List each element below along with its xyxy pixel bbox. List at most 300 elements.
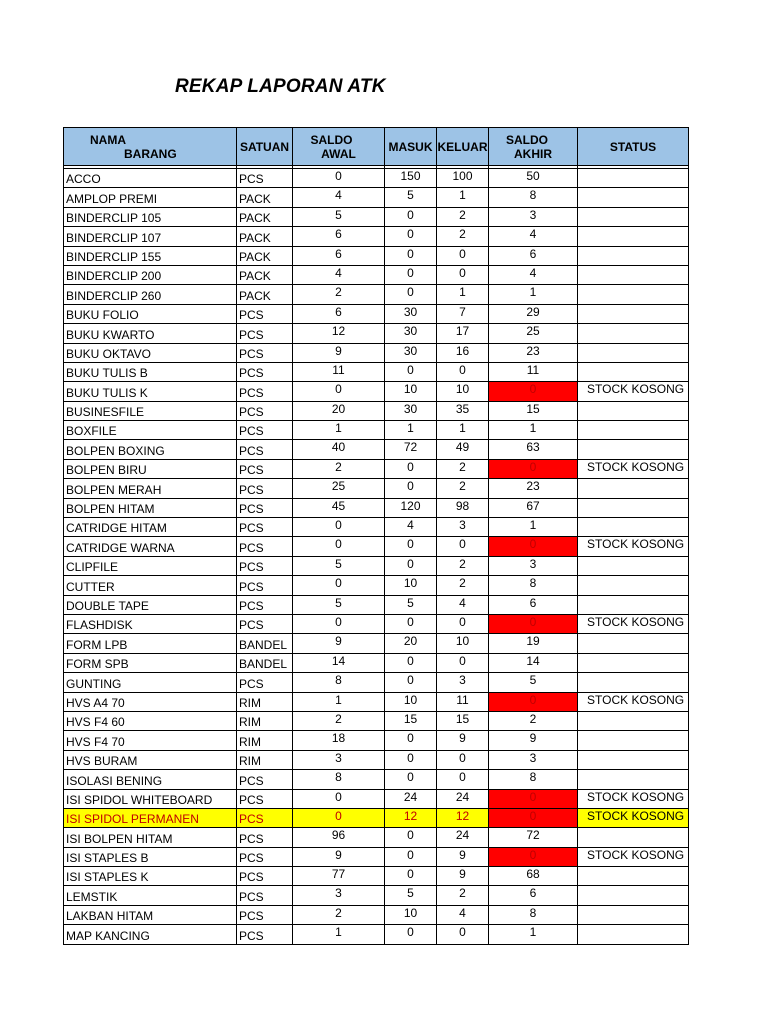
cell-satuan[interactable]: PACK xyxy=(237,188,293,207)
cell-masuk[interactable]: 10 xyxy=(385,576,437,595)
cell-masuk[interactable]: 24 xyxy=(385,789,437,808)
cell-keluar[interactable]: 9 xyxy=(437,847,489,866)
header-keluar[interactable]: KELUAR xyxy=(437,128,489,166)
cell-masuk[interactable]: 5 xyxy=(385,886,437,905)
cell-masuk[interactable]: 1 xyxy=(385,421,437,440)
cell-nama-barang[interactable]: BOLPEN HITAM xyxy=(64,498,237,517)
cell-status[interactable] xyxy=(578,925,689,944)
cell-status[interactable]: STOCK KOSONG xyxy=(578,789,689,808)
cell-masuk[interactable]: 10 xyxy=(385,692,437,711)
cell-saldo-awal[interactable]: 18 xyxy=(293,731,385,750)
table-row xyxy=(64,847,689,866)
cell-satuan[interactable]: PCS xyxy=(237,614,293,633)
cell-saldo-awal[interactable]: 0 xyxy=(293,614,385,633)
cell-masuk[interactable]: 0 xyxy=(385,537,437,556)
cell-status[interactable] xyxy=(578,362,689,381)
cell-satuan[interactable]: PACK xyxy=(237,207,293,226)
cell-saldo-awal[interactable]: 12 xyxy=(293,324,385,343)
cell-saldo-akhir[interactable]: 0 xyxy=(489,459,578,478)
cell-nama-barang[interactable]: BINDERCLIP 260 xyxy=(64,285,237,304)
cell-keluar[interactable]: 0 xyxy=(437,246,489,265)
header-saldo-awal[interactable] xyxy=(293,128,385,166)
cell-masuk[interactable]: 0 xyxy=(385,207,437,226)
table-row xyxy=(64,479,689,498)
cell-nama-barang[interactable]: HVS A4 70 xyxy=(64,692,237,711)
cell-nama-barang[interactable]: BUSINESFILE xyxy=(64,401,237,420)
cell-saldo-akhir[interactable]: 63 xyxy=(489,440,578,459)
cell-saldo-awal[interactable]: 5 xyxy=(293,207,385,226)
cell-nama-barang[interactable]: LEMSTIK xyxy=(64,886,237,905)
cell-saldo-awal[interactable]: 14 xyxy=(293,653,385,672)
cell-saldo-awal[interactable]: 4 xyxy=(293,188,385,207)
cell-status[interactable] xyxy=(578,285,689,304)
cell-saldo-akhir[interactable]: 29 xyxy=(489,304,578,323)
cell-status[interactable]: STOCK KOSONG xyxy=(578,537,689,556)
cell-masuk[interactable]: 0 xyxy=(385,731,437,750)
cell-nama-barang[interactable]: BINDERCLIP 107 xyxy=(64,227,237,246)
cell-saldo-awal[interactable]: 5 xyxy=(293,556,385,575)
cell-satuan[interactable]: PCS xyxy=(237,828,293,847)
cell-masuk[interactable]: 10 xyxy=(385,905,437,924)
cell-saldo-awal[interactable]: 0 xyxy=(293,537,385,556)
table-row xyxy=(64,169,689,188)
cell-nama-barang[interactable]: BOXFILE xyxy=(64,421,237,440)
cell-keluar[interactable]: 49 xyxy=(437,440,489,459)
table-row xyxy=(64,537,689,556)
cell-status[interactable] xyxy=(578,556,689,575)
table-row xyxy=(64,188,689,207)
cell-keluar[interactable]: 2 xyxy=(437,207,489,226)
cell-saldo-awal[interactable]: 25 xyxy=(293,479,385,498)
cell-satuan[interactable]: PCS xyxy=(237,304,293,323)
header-saldo-awal-line1: SALDO xyxy=(310,132,353,147)
cell-status[interactable] xyxy=(578,440,689,459)
cell-saldo-awal[interactable]: 77 xyxy=(293,867,385,886)
cell-masuk[interactable]: 0 xyxy=(385,673,437,692)
cell-saldo-akhir[interactable]: 6 xyxy=(489,246,578,265)
cell-keluar[interactable]: 0 xyxy=(437,750,489,769)
cell-keluar[interactable]: 2 xyxy=(437,556,489,575)
cell-saldo-awal[interactable]: 6 xyxy=(293,246,385,265)
cell-masuk[interactable]: 20 xyxy=(385,634,437,653)
cell-saldo-akhir[interactable]: 0 xyxy=(489,789,578,808)
cell-saldo-akhir[interactable]: 3 xyxy=(489,207,578,226)
cell-satuan[interactable]: RIM xyxy=(237,692,293,711)
cell-keluar[interactable]: 0 xyxy=(437,653,489,672)
cell-saldo-akhir[interactable]: 4 xyxy=(489,227,578,246)
cell-saldo-akhir[interactable]: 23 xyxy=(489,343,578,362)
cell-nama-barang[interactable]: CUTTER xyxy=(64,576,237,595)
cell-nama-barang[interactable]: HVS F4 70 xyxy=(64,731,237,750)
cell-status[interactable] xyxy=(578,576,689,595)
cell-satuan[interactable]: RIM xyxy=(237,711,293,730)
cell-saldo-akhir[interactable]: 0 xyxy=(489,692,578,711)
cell-status[interactable]: STOCK KOSONG xyxy=(578,614,689,633)
cell-status[interactable] xyxy=(578,867,689,886)
cell-satuan[interactable]: PCS xyxy=(237,673,293,692)
cell-masuk[interactable]: 0 xyxy=(385,614,437,633)
cell-saldo-awal[interactable]: 9 xyxy=(293,634,385,653)
cell-nama-barang[interactable]: LAKBAN HITAM xyxy=(64,905,237,924)
cell-saldo-akhir[interactable]: 1 xyxy=(489,518,578,537)
cell-keluar[interactable]: 2 xyxy=(437,459,489,478)
header-nama-barang[interactable] xyxy=(64,128,237,166)
cell-masuk[interactable]: 0 xyxy=(385,362,437,381)
cell-nama-barang[interactable]: ISI BOLPEN HITAM xyxy=(64,828,237,847)
cell-masuk[interactable]: 0 xyxy=(385,925,437,944)
cell-nama-barang[interactable]: AMPLOP PREMI xyxy=(64,188,237,207)
cell-status[interactable] xyxy=(578,304,689,323)
header-masuk[interactable]: MASUK xyxy=(385,128,437,166)
cell-satuan[interactable]: PCS xyxy=(237,169,293,188)
table-row xyxy=(64,905,689,924)
cell-masuk[interactable]: 0 xyxy=(385,750,437,769)
cell-nama-barang[interactable]: ISOLASI BENING xyxy=(64,770,237,789)
cell-status[interactable]: STOCK KOSONG xyxy=(578,808,689,827)
cell-masuk[interactable]: 4 xyxy=(385,518,437,537)
cell-saldo-awal[interactable]: 40 xyxy=(293,440,385,459)
cell-saldo-akhir[interactable]: 15 xyxy=(489,401,578,420)
cell-satuan[interactable]: PCS xyxy=(237,343,293,362)
cell-saldo-awal[interactable]: 0 xyxy=(293,789,385,808)
cell-masuk[interactable]: 120 xyxy=(385,498,437,517)
table-body xyxy=(64,166,689,945)
cell-saldo-akhir[interactable]: 0 xyxy=(489,847,578,866)
cell-keluar[interactable]: 10 xyxy=(437,382,489,401)
cell-masuk[interactable]: 0 xyxy=(385,653,437,672)
cell-status[interactable] xyxy=(578,265,689,284)
cell-saldo-akhir[interactable]: 72 xyxy=(489,828,578,847)
cell-nama-barang[interactable]: BUKU TULIS B xyxy=(64,362,237,381)
cell-satuan[interactable]: PCS xyxy=(237,595,293,614)
cell-masuk[interactable]: 0 xyxy=(385,265,437,284)
cell-keluar[interactable]: 4 xyxy=(437,905,489,924)
cell-satuan[interactable]: PCS xyxy=(237,905,293,924)
cell-status[interactable] xyxy=(578,828,689,847)
cell-saldo-akhir[interactable]: 0 xyxy=(489,537,578,556)
cell-masuk[interactable]: 0 xyxy=(385,770,437,789)
cell-satuan[interactable]: PCS xyxy=(237,324,293,343)
cell-saldo-akhir[interactable]: 9 xyxy=(489,731,578,750)
cell-status[interactable]: STOCK KOSONG xyxy=(578,382,689,401)
cell-nama-barang[interactable]: BOLPEN MERAH xyxy=(64,479,237,498)
cell-saldo-awal[interactable]: 5 xyxy=(293,595,385,614)
cell-keluar[interactable]: 24 xyxy=(437,789,489,808)
cell-keluar[interactable]: 0 xyxy=(437,770,489,789)
table-row xyxy=(64,711,689,730)
cell-saldo-akhir[interactable]: 3 xyxy=(489,750,578,769)
cell-status[interactable] xyxy=(578,731,689,750)
cell-saldo-akhir[interactable]: 0 xyxy=(489,614,578,633)
cell-masuk[interactable]: 0 xyxy=(385,479,437,498)
cell-satuan[interactable]: RIM xyxy=(237,750,293,769)
cell-status[interactable] xyxy=(578,479,689,498)
header-saldo-akhir[interactable] xyxy=(489,128,578,166)
table-row xyxy=(64,770,689,789)
cell-satuan[interactable]: PCS xyxy=(237,808,293,827)
cell-saldo-akhir[interactable]: 8 xyxy=(489,188,578,207)
cell-satuan[interactable]: BANDEL xyxy=(237,634,293,653)
cell-satuan[interactable]: PACK xyxy=(237,246,293,265)
cell-status[interactable] xyxy=(578,905,689,924)
cell-status[interactable] xyxy=(578,188,689,207)
cell-keluar[interactable]: 7 xyxy=(437,304,489,323)
cell-satuan[interactable]: PCS xyxy=(237,498,293,517)
cell-nama-barang[interactable]: CATRIDGE WARNA xyxy=(64,537,237,556)
cell-satuan[interactable]: PCS xyxy=(237,867,293,886)
cell-saldo-awal[interactable]: 2 xyxy=(293,905,385,924)
cell-nama-barang[interactable]: FORM LPB xyxy=(64,634,237,653)
cell-status[interactable] xyxy=(578,324,689,343)
cell-nama-barang[interactable]: FLASHDISK xyxy=(64,614,237,633)
cell-keluar[interactable]: 0 xyxy=(437,265,489,284)
cell-saldo-awal[interactable]: 6 xyxy=(293,227,385,246)
cell-nama-barang[interactable]: DOUBLE TAPE xyxy=(64,595,237,614)
cell-satuan[interactable]: PCS xyxy=(237,518,293,537)
cell-saldo-awal[interactable]: 0 xyxy=(293,808,385,827)
cell-keluar[interactable]: 1 xyxy=(437,421,489,440)
cell-nama-barang[interactable]: HVS F4 60 xyxy=(64,711,237,730)
cell-masuk[interactable]: 0 xyxy=(385,459,437,478)
cell-satuan[interactable]: PCS xyxy=(237,362,293,381)
cell-keluar[interactable]: 0 xyxy=(437,614,489,633)
cell-masuk[interactable]: 10 xyxy=(385,382,437,401)
cell-satuan[interactable]: PCS xyxy=(237,576,293,595)
cell-keluar[interactable]: 2 xyxy=(437,227,489,246)
cell-saldo-akhir[interactable]: 0 xyxy=(489,382,578,401)
cell-nama-barang[interactable]: ISI STAPLES K xyxy=(64,867,237,886)
header-satuan[interactable]: SATUAN xyxy=(237,128,293,166)
cell-satuan[interactable]: PACK xyxy=(237,285,293,304)
cell-saldo-awal[interactable]: 2 xyxy=(293,285,385,304)
cell-saldo-awal[interactable]: 9 xyxy=(293,847,385,866)
cell-saldo-awal[interactable]: 0 xyxy=(293,576,385,595)
cell-keluar[interactable]: 3 xyxy=(437,518,489,537)
cell-status[interactable] xyxy=(578,227,689,246)
cell-saldo-akhir[interactable]: 4 xyxy=(489,265,578,284)
cell-saldo-akhir[interactable]: 25 xyxy=(489,324,578,343)
cell-status[interactable] xyxy=(578,595,689,614)
cell-status[interactable] xyxy=(578,207,689,226)
cell-satuan[interactable]: PCS xyxy=(237,847,293,866)
cell-masuk[interactable]: 0 xyxy=(385,828,437,847)
cell-satuan[interactable]: PCS xyxy=(237,770,293,789)
cell-saldo-awal[interactable]: 11 xyxy=(293,362,385,381)
cell-keluar[interactable]: 3 xyxy=(437,673,489,692)
cell-nama-barang[interactable]: ISI SPIDOL PERMANEN xyxy=(64,808,237,827)
cell-satuan[interactable]: RIM xyxy=(237,731,293,750)
cell-keluar[interactable]: 24 xyxy=(437,828,489,847)
cell-keluar[interactable]: 100 xyxy=(437,169,489,188)
cell-nama-barang[interactable]: BINDERCLIP 105 xyxy=(64,207,237,226)
cell-masuk[interactable]: 0 xyxy=(385,867,437,886)
cell-saldo-akhir[interactable]: 6 xyxy=(489,595,578,614)
cell-masuk[interactable]: 0 xyxy=(385,556,437,575)
cell-nama-barang[interactable]: ACCO xyxy=(64,169,237,188)
cell-nama-barang[interactable]: ISI SPIDOL WHITEBOARD xyxy=(64,789,237,808)
cell-saldo-awal[interactable]: 45 xyxy=(293,498,385,517)
cell-status[interactable] xyxy=(578,770,689,789)
cell-status[interactable] xyxy=(578,498,689,517)
cell-status[interactable] xyxy=(578,634,689,653)
cell-status[interactable] xyxy=(578,246,689,265)
cell-keluar[interactable]: 2 xyxy=(437,576,489,595)
cell-saldo-awal[interactable]: 8 xyxy=(293,673,385,692)
cell-saldo-awal[interactable]: 96 xyxy=(293,828,385,847)
cell-status[interactable] xyxy=(578,653,689,672)
cell-masuk[interactable]: 5 xyxy=(385,595,437,614)
cell-masuk[interactable]: 15 xyxy=(385,711,437,730)
cell-saldo-akhir[interactable]: 11 xyxy=(489,362,578,381)
cell-keluar[interactable]: 9 xyxy=(437,731,489,750)
cell-satuan[interactable]: PACK xyxy=(237,227,293,246)
cell-masuk[interactable]: 0 xyxy=(385,227,437,246)
cell-nama-barang[interactable]: BINDERCLIP 200 xyxy=(64,265,237,284)
cell-keluar[interactable]: 12 xyxy=(437,808,489,827)
cell-saldo-akhir[interactable]: 3 xyxy=(489,556,578,575)
cell-saldo-awal[interactable]: 4 xyxy=(293,265,385,284)
table-row xyxy=(64,595,689,614)
cell-saldo-akhir[interactable]: 1 xyxy=(489,421,578,440)
cell-saldo-akhir[interactable]: 8 xyxy=(489,905,578,924)
cell-saldo-awal[interactable]: 2 xyxy=(293,459,385,478)
cell-keluar[interactable]: 4 xyxy=(437,595,489,614)
cell-status[interactable] xyxy=(578,401,689,420)
cell-nama-barang[interactable]: MAP KANCING xyxy=(64,925,237,944)
header-status[interactable]: STATUS xyxy=(578,128,689,166)
table-row xyxy=(64,246,689,265)
cell-keluar[interactable]: 2 xyxy=(437,479,489,498)
cell-masuk[interactable]: 30 xyxy=(385,401,437,420)
cell-saldo-akhir[interactable]: 68 xyxy=(489,867,578,886)
cell-nama-barang[interactable]: BUKU FOLIO xyxy=(64,304,237,323)
cell-saldo-awal[interactable]: 1 xyxy=(293,421,385,440)
cell-keluar[interactable]: 16 xyxy=(437,343,489,362)
cell-keluar[interactable]: 2 xyxy=(437,886,489,905)
cell-nama-barang[interactable]: BINDERCLIP 155 xyxy=(64,246,237,265)
cell-satuan[interactable]: PCS xyxy=(237,459,293,478)
cell-satuan[interactable]: BANDEL xyxy=(237,653,293,672)
cell-saldo-akhir[interactable]: 6 xyxy=(489,886,578,905)
cell-saldo-awal[interactable]: 2 xyxy=(293,711,385,730)
cell-nama-barang[interactable]: HVS BURAM xyxy=(64,750,237,769)
cell-saldo-akhir[interactable]: 67 xyxy=(489,498,578,517)
cell-masuk[interactable]: 0 xyxy=(385,246,437,265)
cell-masuk[interactable]: 72 xyxy=(385,440,437,459)
cell-status[interactable] xyxy=(578,750,689,769)
cell-keluar[interactable]: 98 xyxy=(437,498,489,517)
cell-nama-barang[interactable]: BUKU KWARTO xyxy=(64,324,237,343)
cell-saldo-awal[interactable]: 3 xyxy=(293,886,385,905)
cell-status[interactable] xyxy=(578,343,689,362)
cell-nama-barang[interactable]: BOLPEN BOXING xyxy=(64,440,237,459)
cell-status[interactable]: STOCK KOSONG xyxy=(578,692,689,711)
cell-saldo-akhir[interactable]: 8 xyxy=(489,770,578,789)
cell-masuk[interactable]: 150 xyxy=(385,169,437,188)
cell-saldo-akhir[interactable]: 1 xyxy=(489,925,578,944)
cell-nama-barang[interactable]: GUNTING xyxy=(64,673,237,692)
cell-keluar[interactable]: 0 xyxy=(437,537,489,556)
cell-saldo-akhir[interactable]: 19 xyxy=(489,634,578,653)
cell-keluar[interactable]: 0 xyxy=(437,925,489,944)
cell-status[interactable] xyxy=(578,711,689,730)
cell-nama-barang[interactable]: CATRIDGE HITAM xyxy=(64,518,237,537)
cell-masuk[interactable]: 12 xyxy=(385,808,437,827)
cell-saldo-awal[interactable]: 3 xyxy=(293,750,385,769)
cell-keluar[interactable]: 15 xyxy=(437,711,489,730)
cell-status[interactable]: STOCK KOSONG xyxy=(578,459,689,478)
cell-satuan[interactable]: PCS xyxy=(237,556,293,575)
cell-masuk[interactable]: 0 xyxy=(385,285,437,304)
cell-satuan[interactable]: PCS xyxy=(237,925,293,944)
cell-nama-barang[interactable]: FORM SPB xyxy=(64,653,237,672)
cell-saldo-awal[interactable]: 0 xyxy=(293,518,385,537)
cell-saldo-akhir[interactable]: 1 xyxy=(489,285,578,304)
cell-status[interactable]: STOCK KOSONG xyxy=(578,847,689,866)
cell-satuan[interactable]: PCS xyxy=(237,401,293,420)
cell-satuan[interactable]: PCS xyxy=(237,537,293,556)
cell-status[interactable] xyxy=(578,886,689,905)
cell-keluar[interactable]: 1 xyxy=(437,285,489,304)
cell-keluar[interactable]: 9 xyxy=(437,867,489,886)
cell-nama-barang[interactable]: BOLPEN BIRU xyxy=(64,459,237,478)
cell-status[interactable] xyxy=(578,421,689,440)
cell-masuk[interactable]: 5 xyxy=(385,188,437,207)
cell-saldo-awal[interactable]: 6 xyxy=(293,304,385,323)
cell-keluar[interactable]: 17 xyxy=(437,324,489,343)
cell-saldo-akhir[interactable]: 8 xyxy=(489,576,578,595)
cell-saldo-awal[interactable]: 8 xyxy=(293,770,385,789)
cell-saldo-akhir[interactable]: 5 xyxy=(489,673,578,692)
cell-keluar[interactable]: 11 xyxy=(437,692,489,711)
cell-saldo-awal[interactable]: 9 xyxy=(293,343,385,362)
cell-saldo-akhir[interactable]: 14 xyxy=(489,653,578,672)
cell-keluar[interactable]: 10 xyxy=(437,634,489,653)
cell-status[interactable] xyxy=(578,518,689,537)
cell-keluar[interactable]: 1 xyxy=(437,188,489,207)
cell-satuan[interactable]: PCS xyxy=(237,886,293,905)
cell-saldo-akhir[interactable]: 0 xyxy=(489,808,578,827)
cell-saldo-awal[interactable]: 20 xyxy=(293,401,385,420)
cell-saldo-awal[interactable]: 1 xyxy=(293,692,385,711)
cell-satuan[interactable]: PCS xyxy=(237,421,293,440)
cell-satuan[interactable]: PCS xyxy=(237,440,293,459)
cell-keluar[interactable]: 35 xyxy=(437,401,489,420)
cell-nama-barang[interactable]: BUKU OKTAVO xyxy=(64,343,237,362)
cell-masuk[interactable]: 30 xyxy=(385,304,437,323)
cell-status[interactable] xyxy=(578,169,689,188)
cell-saldo-akhir[interactable]: 2 xyxy=(489,711,578,730)
cell-keluar[interactable]: 0 xyxy=(437,362,489,381)
cell-saldo-awal[interactable]: 1 xyxy=(293,925,385,944)
cell-satuan[interactable]: PCS xyxy=(237,789,293,808)
cell-status[interactable] xyxy=(578,673,689,692)
cell-masuk[interactable]: 30 xyxy=(385,324,437,343)
cell-nama-barang[interactable]: BUKU TULIS K xyxy=(64,382,237,401)
cell-saldo-akhir[interactable]: 50 xyxy=(489,169,578,188)
cell-masuk[interactable]: 0 xyxy=(385,847,437,866)
cell-masuk[interactable]: 30 xyxy=(385,343,437,362)
cell-satuan[interactable]: PCS xyxy=(237,479,293,498)
cell-satuan[interactable]: PACK xyxy=(237,265,293,284)
cell-satuan[interactable]: PCS xyxy=(237,382,293,401)
table-row xyxy=(64,925,689,944)
cell-saldo-akhir[interactable]: 23 xyxy=(489,479,578,498)
cell-saldo-awal[interactable]: 0 xyxy=(293,382,385,401)
cell-nama-barang[interactable]: CLIPFILE xyxy=(64,556,237,575)
cell-saldo-awal[interactable]: 0 xyxy=(293,169,385,188)
cell-nama-barang[interactable]: ISI STAPLES B xyxy=(64,847,237,866)
